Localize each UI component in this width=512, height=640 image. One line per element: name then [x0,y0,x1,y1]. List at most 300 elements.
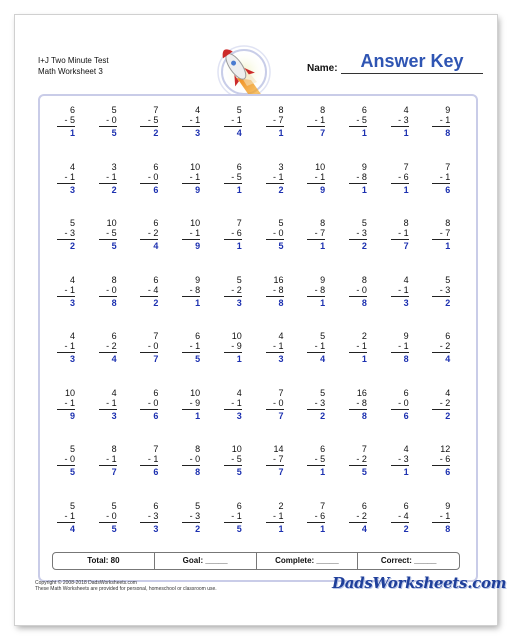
answer: 4 [153,241,159,251]
worksheet-title-line2: Math Worksheet 3 [38,67,103,76]
problem [340,162,376,195]
problem [423,218,459,251]
minuend: 8 [320,218,326,228]
worksheet-title [38,55,109,77]
minuend: 4 [69,161,75,172]
answer-rule [307,296,325,297]
total-count: Total: 80 [53,553,155,569]
subtrahend: - 6 [439,454,451,464]
answer-rule [349,296,367,297]
answer-rule [307,183,325,184]
minuend: 9 [445,105,451,115]
problem [131,105,167,138]
subtrahend: - 0 [147,341,159,351]
answer-rule [57,352,75,353]
minuend: 5 [278,218,284,228]
answer: 3 [69,184,75,195]
subtrahend: - 7 [272,115,284,125]
answer: 4 [69,523,75,534]
minuend: 6 [153,500,159,511]
subtrahend: - 3 [398,115,409,125]
minuend: 7 [153,105,159,115]
minuend: 4 [403,274,409,285]
subtrahend: - 0 [272,228,284,238]
problem [173,388,209,421]
answer: 7 [278,410,284,421]
subtrahend: - 2 [147,228,159,238]
answer: 7 [153,354,159,364]
problem [340,331,376,364]
answer-rule [432,465,450,466]
subtrahend: - 6 [231,228,242,238]
problem [298,105,334,138]
subtrahend: - 2 [439,397,451,408]
problem [382,331,418,364]
subtrahend: - 1 [398,284,409,295]
answer-rule [57,296,75,297]
minuend: 4 [403,105,409,115]
answer: 3 [153,523,159,534]
minuend: 6 [153,274,159,285]
minuend: 5 [320,387,326,398]
minuend: 9 [320,274,326,285]
minuend: 10 [64,387,75,398]
answer-rule [182,239,200,240]
minuend: 5 [361,218,367,228]
problem [173,218,209,251]
subtrahend: - 0 [189,454,201,464]
copyright-text: Copyright © 2008-2018 DadsWorksheets.com [35,580,137,586]
minuend: 5 [69,444,75,454]
answer: 1 [195,297,201,308]
problem [298,501,334,534]
problem [298,388,334,421]
answer-rule [182,352,200,353]
answer: 9 [69,410,75,421]
problem [48,444,84,477]
subtrahend: - 1 [231,510,242,521]
answer: 3 [69,297,75,308]
problem [257,388,293,421]
answer: 5 [69,467,75,477]
minuend: 5 [236,274,242,285]
answer: 5 [236,467,242,477]
answer: 5 [278,241,284,251]
problem [48,501,84,534]
answer: 5 [236,523,242,534]
answer: 1 [320,467,326,477]
subtrahend: - 1 [439,510,451,521]
answer: 1 [278,523,284,534]
problem [131,275,167,308]
problem [257,331,293,364]
subtrahend: - 1 [314,341,326,351]
subtrahend: - 1 [398,228,409,238]
minuend: 8 [195,444,201,454]
subtrahend: - 1 [272,171,284,182]
subtrahend: - 2 [356,510,367,521]
answer-rule [432,296,450,297]
problem [382,501,418,534]
answer-rule [99,352,117,353]
subtrahend: - 1 [189,115,201,125]
answer-rule [57,239,75,240]
subtrahend: - 0 [106,284,117,295]
minuend: 4 [111,387,117,398]
problem [298,275,334,308]
minuend: 8 [111,274,117,285]
answer: 3 [69,354,75,364]
answer: 1 [69,128,75,138]
answer-rule [391,126,409,127]
subtrahend: - 1 [356,341,367,351]
answer-rule [391,465,409,466]
answer-key-heading: Answer Key [360,51,464,71]
answer-rule [99,409,117,410]
subtrahend: - 5 [231,171,242,182]
answer: 4 [236,128,242,138]
subtrahend: - 3 [64,228,75,238]
subtrahend: - 5 [356,115,367,125]
problem [215,162,251,195]
problem [257,501,293,534]
minuend: 6 [320,444,326,454]
answer: 6 [403,410,409,421]
problem [257,218,293,251]
answer: 7 [278,467,284,477]
minuend: 8 [278,105,284,115]
subtrahend: - 1 [64,284,75,295]
answer-rule [266,239,284,240]
problem [257,105,293,138]
answer: 7 [320,128,326,138]
answer-rule [99,465,117,466]
minuend: 7 [153,444,159,454]
answer: 1 [361,184,367,195]
subtrahend: - 5 [314,454,326,464]
minuend: 5 [111,105,117,115]
answer: 1 [320,297,326,308]
minuend: 4 [278,331,284,341]
problem [423,444,459,477]
answer: 1 [445,241,451,251]
minuend: 4 [403,444,409,454]
subtrahend: - 1 [314,115,326,125]
problem [215,105,251,138]
answer: 1 [236,241,242,251]
minuend: 6 [153,218,159,228]
minuend: 3 [278,161,284,172]
answer-rule [432,352,450,353]
answer: 2 [69,241,75,251]
problem [257,275,293,308]
problem [215,444,251,477]
subtrahend: - 1 [439,115,451,125]
answer-rule [349,522,367,523]
problem [340,275,376,308]
usage-note: These Math Worksheets are provided for personal, homeschool or classroom use. [35,586,217,592]
totals-bar [52,552,460,570]
answer-rule [182,522,200,523]
answer-rule [57,183,75,184]
answer-rule [432,409,450,410]
answer-rule [99,296,117,297]
problem [90,388,126,421]
minuend: 5 [445,274,451,285]
answer: 7 [111,467,117,477]
answer-rule [140,183,158,184]
minuend: 6 [111,331,117,341]
minuend: 5 [69,500,75,511]
subtrahend: - 6 [398,171,409,182]
minuend: 7 [320,500,326,511]
subtrahend: - 1 [439,171,451,182]
subtrahend: - 3 [189,510,201,521]
answer-rule [391,239,409,240]
subtrahend: - 5 [147,115,159,125]
answer-rule [266,352,284,353]
subtrahend: - 8 [356,171,367,182]
problem [215,275,251,308]
subtrahend: - 1 [189,228,201,238]
answer-rule [307,465,325,466]
problem [48,331,84,364]
problem [298,444,334,477]
subtrahend: - 5 [106,228,117,238]
minuend: 4 [69,331,75,341]
problem [382,275,418,308]
answer: 5 [195,354,201,364]
answer-rule [391,522,409,523]
problem [90,162,126,195]
goal-field[interactable]: Goal: _____ [155,553,257,569]
subtrahend: - 0 [64,454,75,464]
answer: 8 [361,410,367,421]
answer: 1 [236,354,242,364]
problem [423,275,459,308]
problem [173,105,209,138]
brand-logo[interactable]: DadsWorksheets.com [332,574,507,592]
subtrahend: - 8 [189,284,201,295]
answer-rule [182,296,200,297]
answer-rule [307,522,325,523]
problem [90,331,126,364]
answer-rule [349,409,367,410]
answer: 2 [153,297,159,308]
answer-rule [391,183,409,184]
subtrahend: - 7 [314,228,326,238]
answer: 8 [278,297,284,308]
problem [48,275,84,308]
answer: 8 [111,297,117,308]
answer-rule [391,409,409,410]
answer-rule [140,126,158,127]
answer: 9 [195,241,201,251]
subtrahend: - 5 [231,454,242,464]
minuend: 3 [111,161,117,172]
answer-rule [391,296,409,297]
minuend: 5 [320,331,326,341]
minuend: 10 [315,161,326,172]
problem [173,331,209,364]
answer-rule [140,352,158,353]
answer-rule [349,352,367,353]
minuend: 16 [356,387,367,398]
answer-rule [266,183,284,184]
minuend: 9 [361,161,367,172]
problem [298,218,334,251]
subtrahend: - 0 [356,284,367,295]
subtrahend: - 2 [356,454,367,464]
answer-rule [57,409,75,410]
minuend: 6 [153,387,159,398]
answer-rule [140,239,158,240]
minuend: 5 [236,105,242,115]
problem [298,162,334,195]
minuend: 2 [361,331,367,341]
subtrahend: - 0 [106,115,117,125]
answer: 1 [236,184,242,195]
answer: 6 [445,467,451,477]
answer: 1 [320,241,326,251]
subtrahend: - 1 [231,397,242,408]
minuend: 7 [278,387,284,398]
minuend: 6 [445,331,451,341]
answer: 1 [403,184,409,195]
problem [423,501,459,534]
problem [298,331,334,364]
answer-rule [182,183,200,184]
problem [340,388,376,421]
problem [90,444,126,477]
subtrahend: - 1 [272,510,284,521]
minuend: 8 [445,218,451,228]
problem [340,105,376,138]
answer-rule [432,183,450,184]
subtrahend: - 3 [398,454,409,464]
complete-field[interactable]: Complete: _____ [257,553,359,569]
problem [131,218,167,251]
answer: 8 [403,354,409,364]
minuend: 14 [273,444,284,454]
minuend: 10 [231,444,242,454]
minuend: 10 [190,387,201,398]
problem [173,444,209,477]
answer: 1 [195,410,201,421]
answer: 6 [153,184,159,195]
answer-rule [307,409,325,410]
answer-rule [432,126,450,127]
answer: 3 [403,297,409,308]
problem [131,501,167,534]
answer: 7 [403,241,409,251]
subtrahend: - 3 [439,284,451,295]
answer: 3 [195,128,201,138]
problem [215,218,251,251]
subtrahend: - 6 [314,510,326,521]
answer-rule [224,296,242,297]
answer: 5 [361,467,367,477]
problem [423,105,459,138]
problems-grid [48,105,465,545]
answer: 6 [153,467,159,477]
answer-rule [266,296,284,297]
subtrahend: - 3 [314,397,326,408]
answer-rule [99,239,117,240]
minuend: 4 [69,274,75,285]
subtrahend: - 0 [147,171,159,182]
answer-rule [99,126,117,127]
name-field[interactable] [341,73,483,74]
answer: 3 [236,410,242,421]
minuend: 12 [440,444,451,454]
problem [215,388,251,421]
answer-rule [224,409,242,410]
problem [340,218,376,251]
problem [382,388,418,421]
minuend: 4 [445,387,451,398]
subtrahend: - 0 [106,510,117,521]
answer-rule [224,126,242,127]
minuend: 6 [403,500,409,511]
correct-field[interactable]: Correct: _____ [380,556,437,565]
answer-rule [140,465,158,466]
subtrahend: - 9 [231,341,242,351]
answer-rule [224,352,242,353]
answer: 1 [278,128,284,138]
problem [48,218,84,251]
subtrahend: - 0 [398,397,409,408]
subtrahend: - 7 [272,454,284,464]
problem [257,444,293,477]
answer: 9 [320,184,326,195]
answer-rule [140,409,158,410]
problem [423,162,459,195]
subtrahend: - 1 [189,341,201,351]
problem [215,331,251,364]
answer-rule [266,409,284,410]
minuend: 4 [236,387,242,398]
minuend: 6 [195,331,201,341]
answer-rule [140,296,158,297]
answer-rule [391,352,409,353]
answer: 1 [403,467,409,477]
minuend: 5 [195,500,201,511]
subtrahend: - 1 [147,454,159,464]
answer: 2 [111,184,117,195]
minuend: 8 [403,218,409,228]
answer: 2 [153,128,159,138]
subtrahend: - 1 [272,341,284,351]
answer-rule [224,183,242,184]
answer: 5 [111,241,117,251]
minuend: 9 [445,500,451,511]
subtrahend: - 0 [272,397,284,408]
minuend: 5 [69,218,75,228]
answer: 1 [361,354,367,364]
subtrahend: - 8 [356,397,367,408]
minuend: 6 [403,387,409,398]
answer-rule [182,126,200,127]
subtrahend: - 8 [314,284,326,295]
minuend: 7 [236,218,242,228]
problem [382,218,418,251]
subtrahend: - 1 [189,171,201,182]
answer: 8 [445,128,451,138]
minuend: 7 [153,331,159,341]
subtrahend: - 2 [439,341,451,351]
answer: 5 [111,523,117,534]
